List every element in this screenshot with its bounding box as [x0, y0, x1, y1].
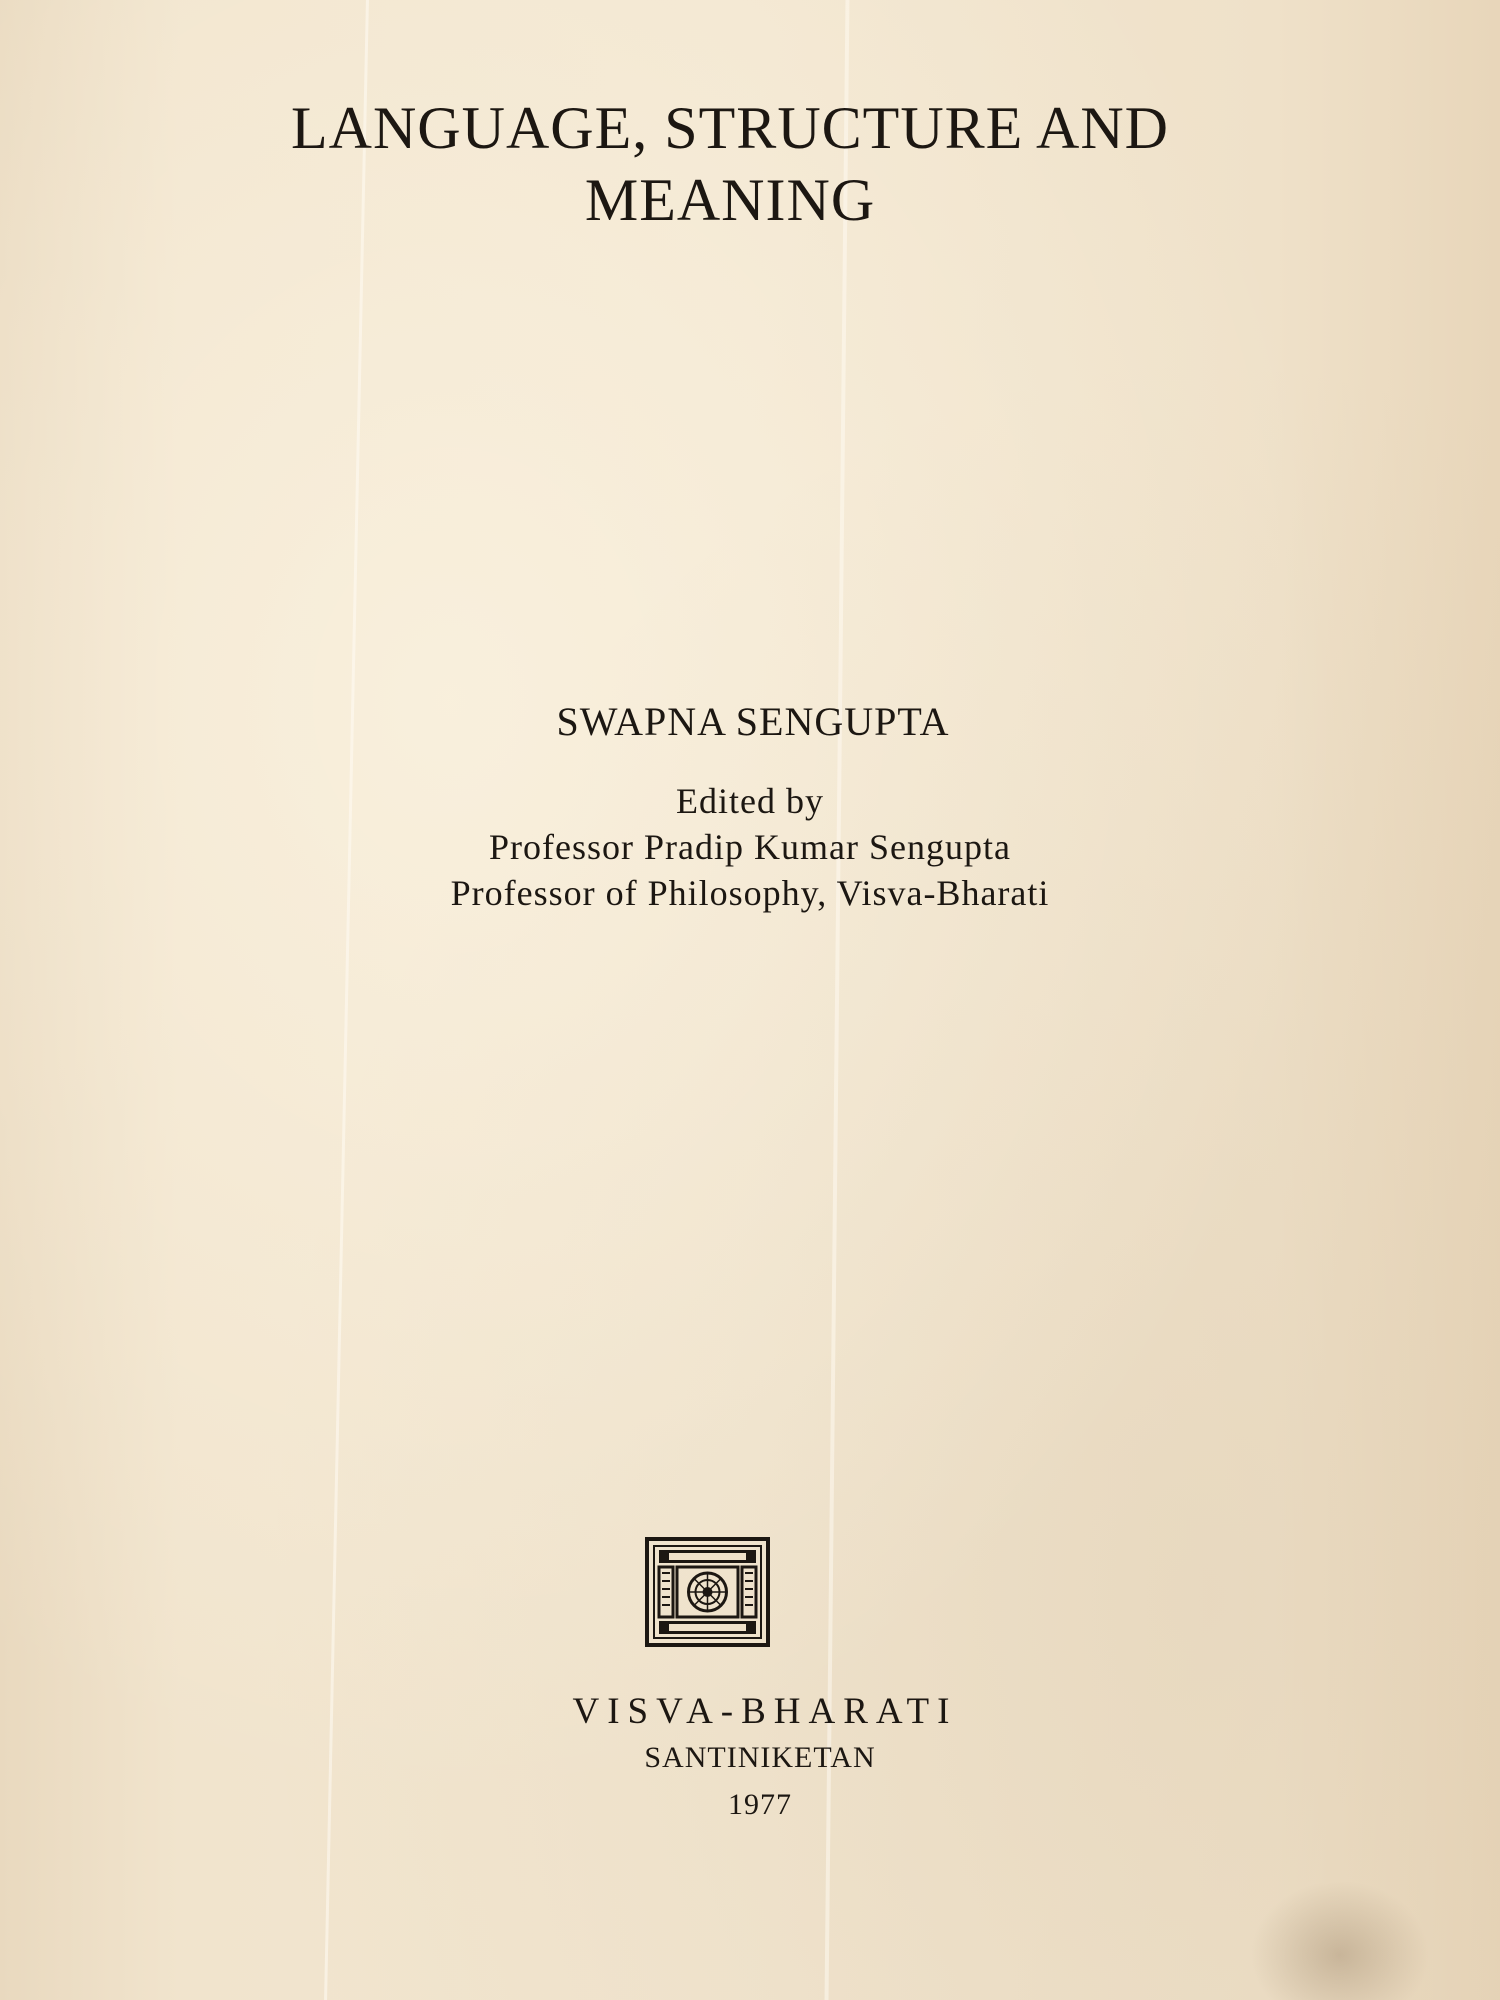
publication-year: 1977 — [728, 1788, 792, 1821]
paper-stain — [1250, 1880, 1430, 2000]
book-title — [30, 92, 1430, 236]
publisher-name: VISVA-BHARATI — [572, 1691, 958, 1732]
book-title-line-1: LANGUAGE, STRUCTURE AND — [291, 95, 1169, 161]
editor-credit — [0, 778, 1500, 916]
editor-name: Professor Pradip Kumar Sengupta — [489, 827, 1011, 867]
author-name: SWAPNA SENGUPTA — [556, 699, 950, 744]
edited-by-label: Edited by — [676, 781, 824, 821]
book-title-line-2: MEANING — [584, 167, 876, 233]
editor-affiliation: Professor of Philosophy, Visva-Bharati — [450, 873, 1050, 913]
visva-bharati-seal-icon — [645, 1537, 770, 1647]
publication-place: SANTINIKETAN — [644, 1741, 876, 1774]
